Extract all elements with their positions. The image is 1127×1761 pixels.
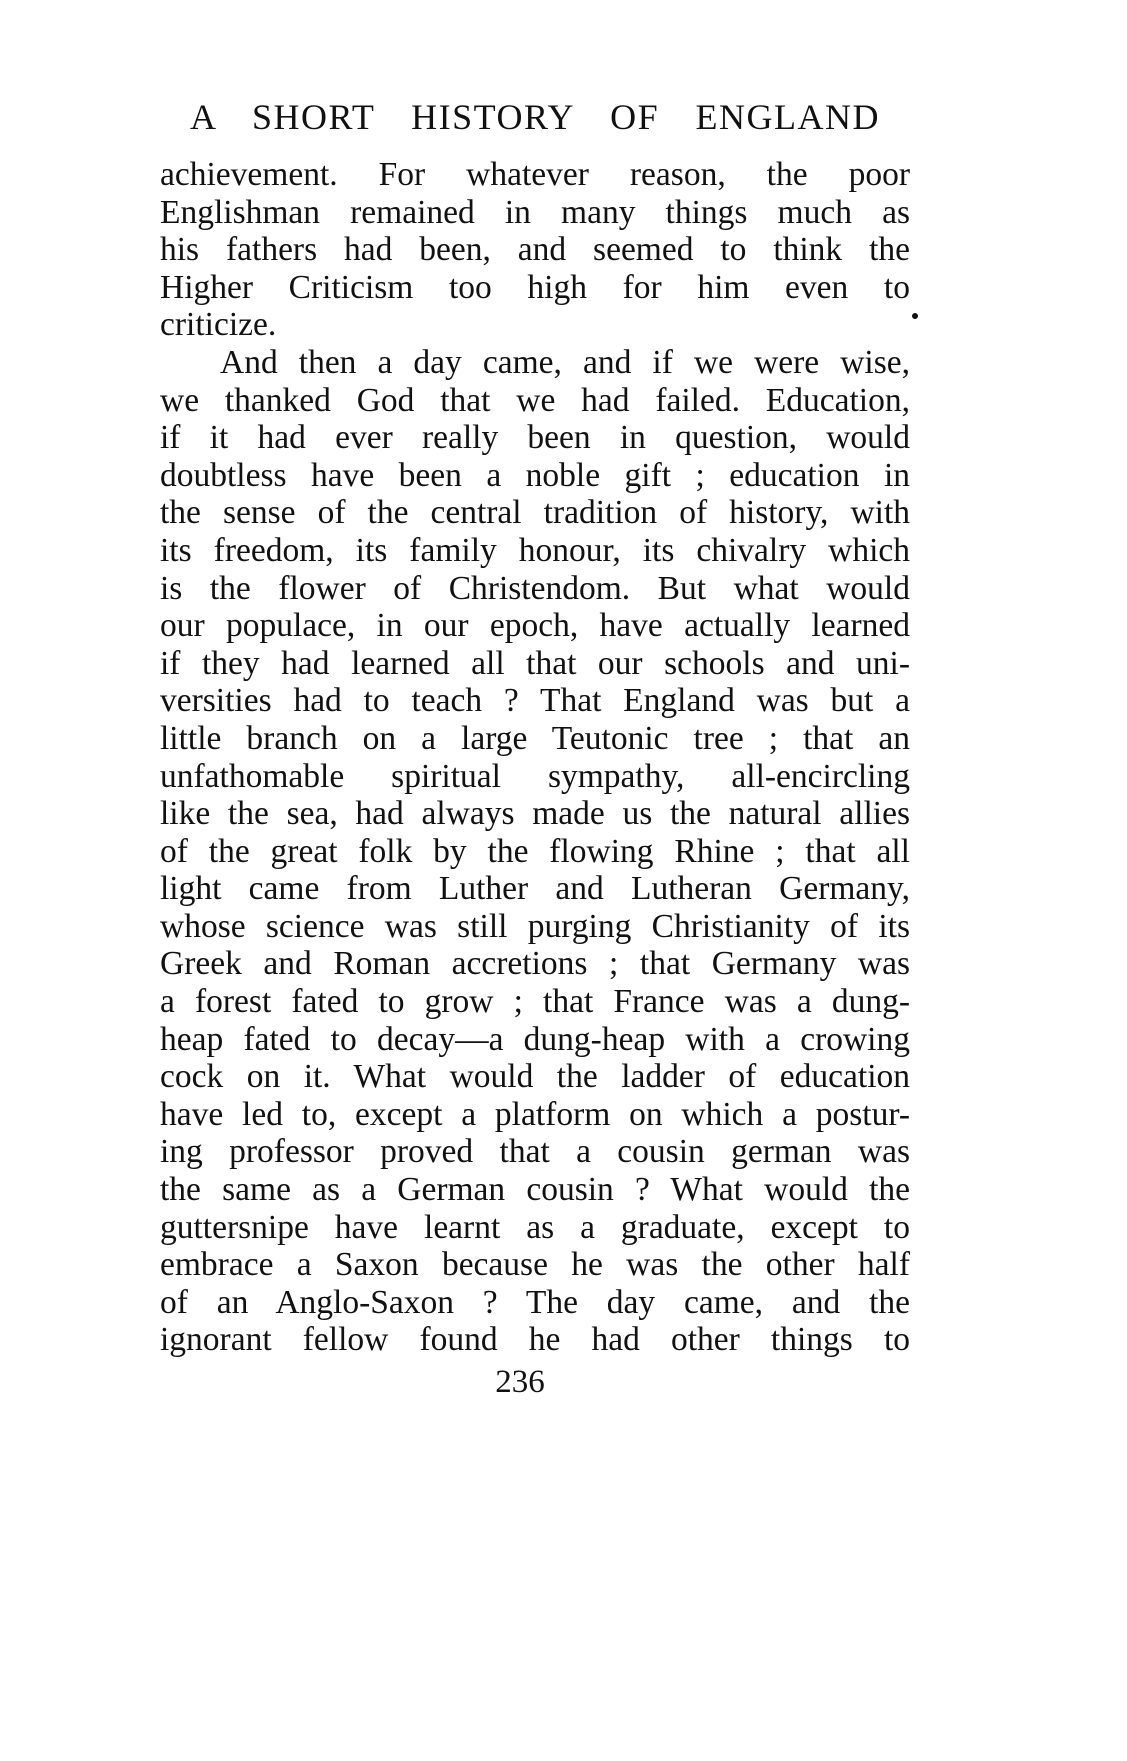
text-line: if it had ever really been in question, would [160, 419, 910, 457]
text-line: of the great folk by the flowing Rhine ; that all [160, 832, 910, 870]
text-line: guttersnipe have learnt as a graduate, except to [160, 1208, 910, 1246]
page-number: 236 [495, 1364, 545, 1400]
text-line: the sense of the central tradition of history, with [160, 494, 910, 532]
running-header: A SHORT HISTORY OF ENGLAND [190, 97, 880, 137]
text-line: have led to, except a platform on which a postur- [160, 1095, 910, 1133]
text-line: unfathomable spiritual sympathy, all-encircling [160, 757, 910, 795]
text-line: we thanked God that we had failed. Education, [160, 381, 910, 419]
text-line: a forest fated to grow ; that France was a dung- [160, 983, 910, 1021]
text-line: And then a day came, and if we were wise, [220, 343, 910, 381]
text-line: heap fated to decay—a dung-heap with a crowing [160, 1020, 910, 1058]
text-line: whose science was still purging Christianity of its [160, 907, 910, 945]
text-line: Englishman remained in many things much as [160, 193, 910, 231]
text-line: doubtless have been a noble gift ; education in [160, 456, 910, 494]
text-line: the same as a German cousin ? What would the [160, 1171, 910, 1209]
text-line: Higher Criticism too high for him even to [160, 268, 910, 306]
text-line: little branch on a large Teutonic tree ; that an [160, 719, 910, 757]
text-line: is the flower of Christendom. But what would [160, 569, 910, 607]
text-line: versities had to teach ? That England was but a [160, 682, 910, 720]
text-line: our populace, in our epoch, have actually learned [160, 607, 910, 645]
text-line: embrace a Saxon because he was the other half [160, 1246, 910, 1284]
text-line: his fathers had been, and seemed to think the [160, 231, 910, 269]
stray-mark [912, 313, 918, 319]
text-line: ignorant fellow found he had other things to [160, 1321, 910, 1359]
text-line: Greek and Roman accretions ; that Germany was [160, 945, 910, 983]
text-line: of an Anglo-Saxon ? The day came, and the [160, 1283, 910, 1321]
body-text [160, 156, 910, 1359]
text-line: its freedom, its family honour, its chivalry which [160, 531, 910, 569]
text-line: criticize. [160, 306, 277, 344]
text-line: light came from Luther and Lutheran Germany, [160, 870, 910, 908]
text-line: like the sea, had always made us the natural allies [160, 795, 910, 833]
text-line: ing professor proved that a cousin german was [160, 1133, 910, 1171]
text-line: cock on it. What would the ladder of education [160, 1058, 910, 1096]
text-line: achievement. For whatever reason, the poor [160, 156, 910, 193]
text-line: if they had learned all that our schools and uni- [160, 644, 910, 682]
